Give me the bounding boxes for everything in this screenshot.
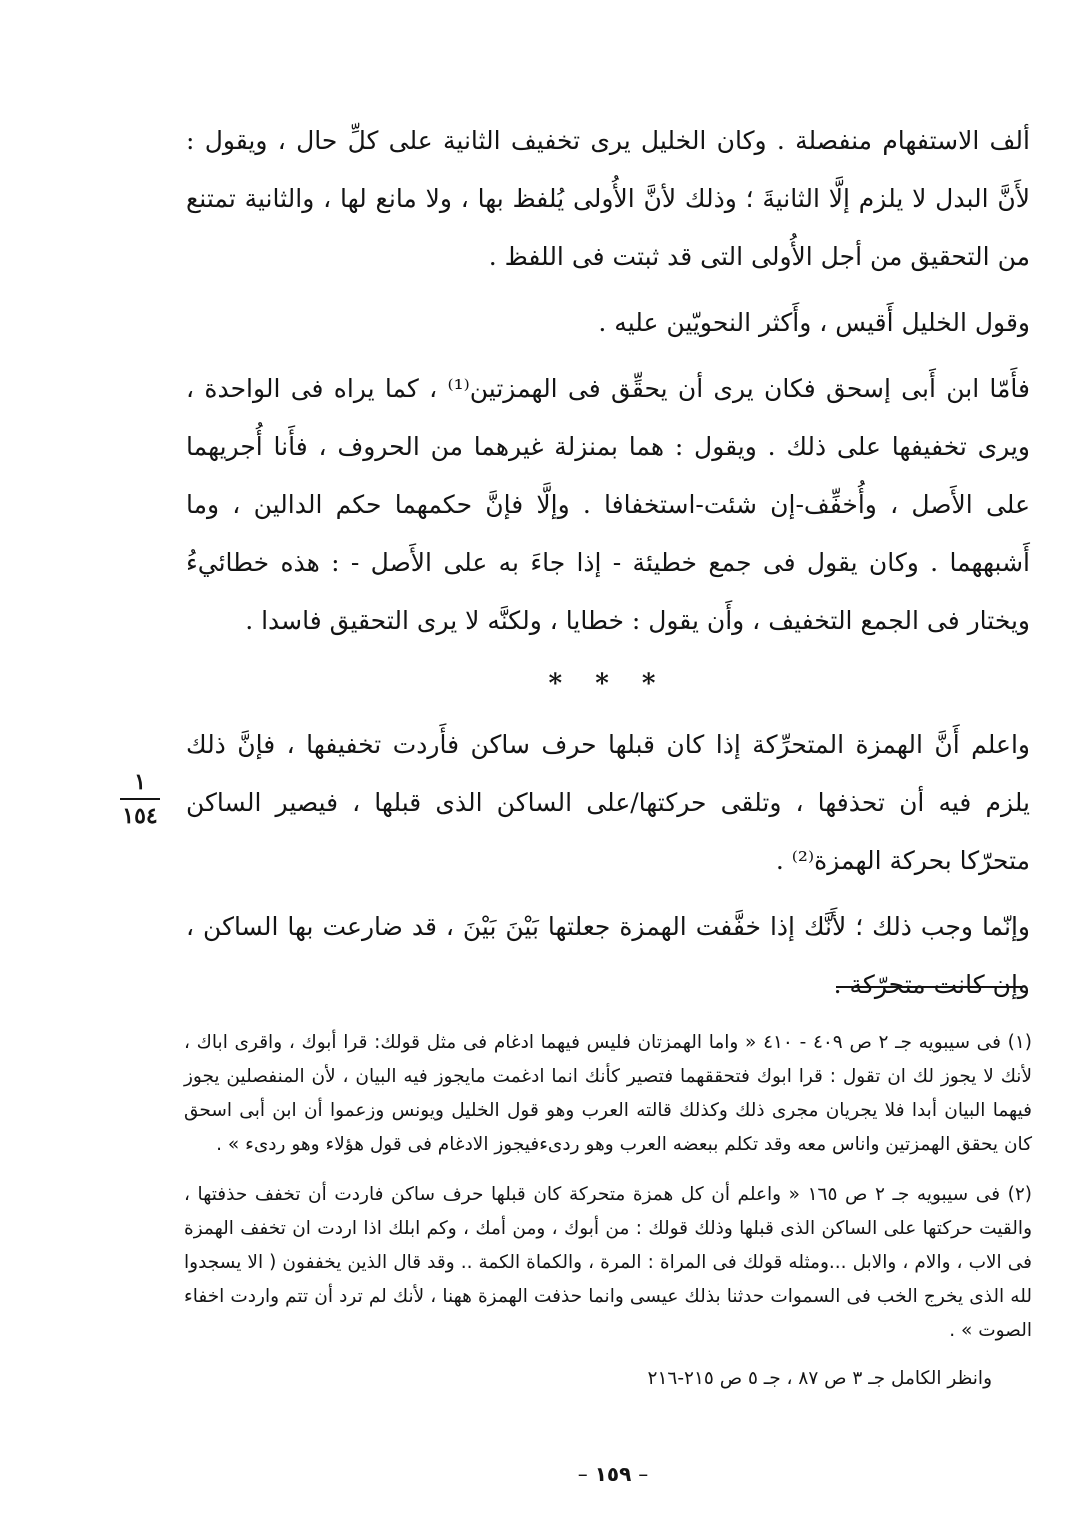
main-text: [186, 112, 1030, 1014]
page-number-dash-left: –: [577, 1462, 588, 1486]
margin-page-reference: [116, 770, 164, 828]
footnotes: [184, 1026, 1032, 1396]
margin-ref-bottom: ١٥٤: [122, 803, 158, 829]
paragraph-3: فأَمّا ابن أَبى إسحق فكان يرى أن يحقِّق فى الهمزتين⁽¹⁾ ، كما يراه فى الواحدة ، ويرى تخفيفها على ذلك . ويقول : هما بمنزلة غيرهما من الحروف ، فأَنا أُجريهما على الأَصل ، وأُخفِّف-إن شئت-استخفافا . وإلَّا فإنَّ حكمهما حكم الدالين ، وما أَشبههما . وكان يقول فى جمع خطيئة - إذا جاءَ به على الأَصل - : هذه خطائيءُ ويختار فى الجمع التخفيف ، وأَن يقول : خطايا ، ولكنَّه لا يرى التحقيق فاسدا .: [186, 374, 1030, 635]
page-number: [570, 1462, 656, 1486]
footnote-reference: وانظر الكامل جـ ٣ ص ٨٧ ، جـ ٥ ص ٢١٥-٢١٦: [647, 1368, 992, 1389]
paragraph-5: وإنّما وجب ذلك ؛ لأَنَّك إذا خفَّفت الهمزة جعلتها بَيْنَ بَيْنَ ، قد ضارعت بها الساكن ، وإن كانت متحرّكة .: [186, 912, 1030, 999]
page-number-dash-right: –: [638, 1462, 649, 1486]
page-number-value: ١٥٩: [594, 1462, 632, 1486]
margin-ref-top: ١: [134, 769, 146, 795]
footnote-2: (٢) فى سيبويه جـ ٢ ص ١٦٥ « واعلم أن كل همزة متحركة كان قبلها حرف ساكن فاردت أن تخفف حذفتها ، والقيت حركتها على الساكن الذى قبلها وذلك قولك : من أبوك ، ومن أمك ، وكم ابلك اذا اردت ان تخفف الهمزة فى الاب ، والام ، والابل ...ومثله قولك فى المراة : المرة ، والكماة الكمة .. وقد قال الذين يخففون ( الا يسجدوا لله الذى يخرج الخب فى السموات حدثنا بذلك عيسى وانما حذفت الهمزة ههنا ، لأنك لم ترد أن تتم واردت اخفاء الصوت » .: [184, 1184, 1032, 1341]
paragraph-2: وقول الخليل أَقيس ، وأَكثر النحويّين عليه .: [598, 308, 1030, 337]
footnote-separator: [836, 986, 1022, 988]
section-separator: * * *: [548, 669, 668, 699]
paragraph-4: واعلم أَنَّ الهمزة المتحرِّكة إذا كان قبلها حرف ساكن فأَردت تخفيفها ، فإنَّ ذلك يلزم فيه أن تحذفها ، وتلقى حركتها/على الساكن الذى قبلها ، فيصير الساكن متحرّكا بحركة الهمزة⁽²⁾ .: [186, 730, 1030, 875]
margin-ref-divider: [120, 798, 160, 800]
footnote-1: (١) فى سيبويه جـ ٢ ص ٤٠٩ - ٤١٠ « واما الهمزتان فليس فيهما ادغام فى مثل قولك: قرا أبوك ، واقرى اباك ، لأنك لا يجوز لك ان تقول : قرا ابوك فتحققهما فتصير كأنك انما ادغمت مايجوز فيه البيان ، لأن المنفصلين يجوز فيهما البيان أبدا فلا يجريان مجرى ذلك وكذلك قالته العرب وهو قول الخليل ويونس وزعموا أن ابن أبى اسحق كان يحقق الهمزتين واناس معه وقد تكلم ببعضه العرب وهو ردىءفيجوز الادغام فى قول هؤلاء وهو ردىء » .: [184, 1032, 1032, 1155]
paragraph-1: ألف الاستفهام منفصلة . وكان الخليل يرى تخفيف الثانية على كلِّ حال ، ويقول : لأَنَّ البدل لا يلزم إلَّا الثانيةَ ؛ وذلك لأنَّ الأُولى يُلفظ بها ، ولا مانع لها ، والثانية تمتنع من التحقيق من أجل الأُولى التى قد ثبتت فى اللفظ .: [186, 126, 1030, 271]
